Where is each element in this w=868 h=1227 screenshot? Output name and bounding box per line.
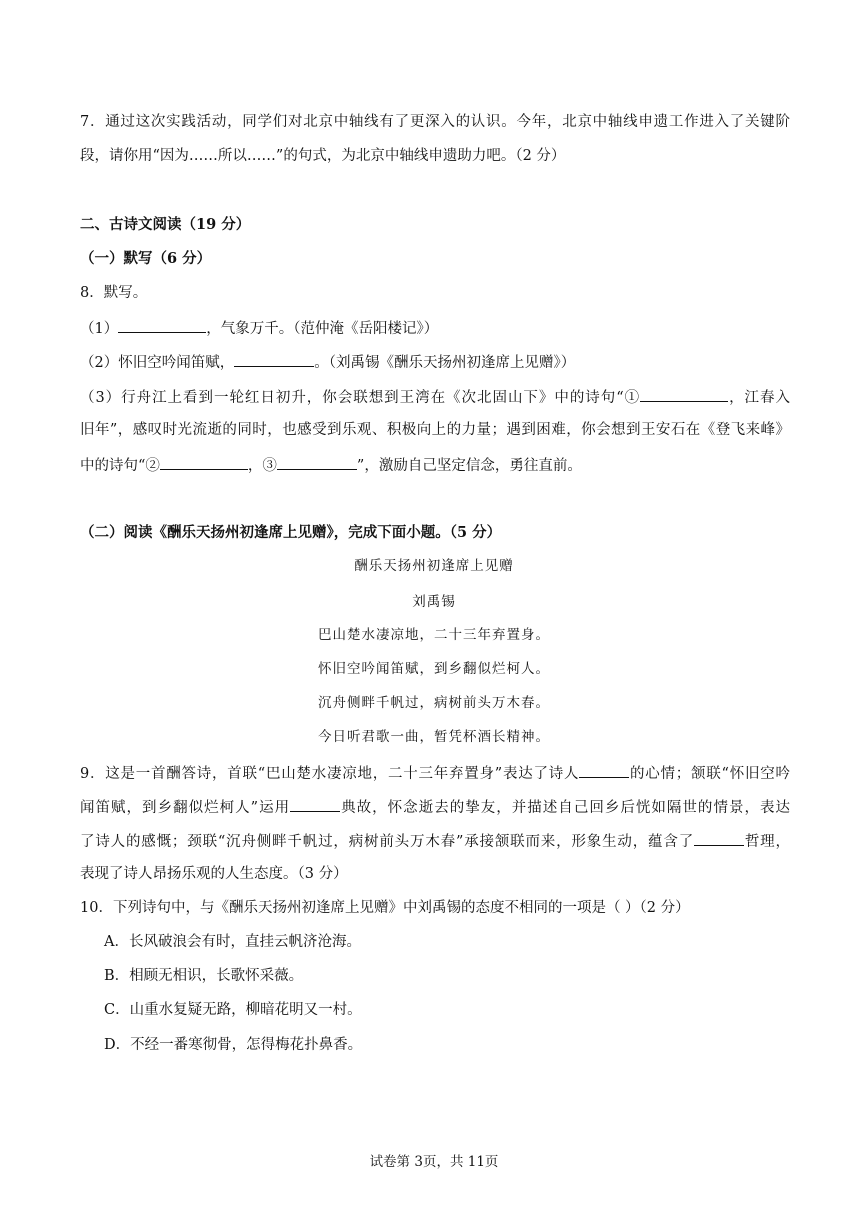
answer-blank[interactable] bbox=[290, 796, 340, 812]
q8-3-line3-c: ”，激励自己坚定信念，勇往直前。 bbox=[356, 458, 582, 474]
answer-blank[interactable] bbox=[694, 830, 744, 846]
q9-line2-a: 闻笛赋，到乡翻似烂柯人”运用 bbox=[80, 800, 291, 816]
q8-3-line1-prefix: （3）行舟江上看到一轮红日初升，你会联想到王湾在《次北固山下》中的诗句“① bbox=[80, 390, 641, 406]
q9-line3-a: 了诗人的感慨；颈联“沉舟侧畔千帆过，病树前头万木春”承接颔联而来，形象生动，蕴含了 bbox=[80, 834, 695, 850]
q10-option-d[interactable]: D．不经一番寒彻骨，怎得梅花扑鼻香。 bbox=[104, 1037, 363, 1053]
part2-title: （二）阅读《酬乐天扬州初逢席上见赠》，完成下面小题。（5 分） bbox=[80, 524, 502, 541]
q8-item-3-line-1 bbox=[80, 386, 790, 408]
poem-author: 刘禹锡 bbox=[412, 594, 456, 610]
q8-item-1 bbox=[80, 317, 438, 339]
answer-blank[interactable] bbox=[118, 317, 206, 333]
answer-blank[interactable] bbox=[579, 762, 629, 778]
q9-line2-b: 典故，怀念逝去的挚友，并描述自己回乡后恍如隔世的情景，表达 bbox=[340, 800, 790, 816]
q8-item-3-line-3 bbox=[80, 454, 582, 476]
answer-blank[interactable] bbox=[640, 386, 728, 402]
q8-1-prefix: （1） bbox=[80, 321, 119, 337]
q10-stem: 10．下列诗句中，与《酬乐天扬州初逢席上见赠》中刘禹锡的态度不相同的一项是（ ）（2 分） bbox=[80, 900, 690, 916]
poem-title: 酬乐天扬州初逢席上见赠 bbox=[354, 558, 514, 574]
q7-line-1: 7．通过这次实践活动，同学们对北京中轴线有了更深入的认识。今年，北京中轴线申遗工作进入了关键阶 bbox=[80, 114, 790, 130]
q8-3-line1-suffix: ，江春入 bbox=[728, 390, 790, 406]
page-footer: 试卷第 3页，共 11页 bbox=[369, 1154, 499, 1170]
q10-option-b[interactable]: B．相顾无相识，长歌怀采薇。 bbox=[104, 968, 304, 984]
q8-1-suffix: ，气象万千。（范仲淹《岳阳楼记》） bbox=[206, 321, 439, 337]
q9-line1-b: 的心情；颔联“怀旧空吟 bbox=[629, 766, 790, 782]
q9-line1-a: 9．这是一首酬答诗，首联“巴山楚水凄凉地，二十三年弃置身”表达了诗人 bbox=[80, 766, 580, 782]
q9-line-4: 表现了诗人昂扬乐观的人生态度。（3 分） bbox=[80, 866, 348, 882]
q9-line-2 bbox=[80, 796, 790, 818]
q8-3-line3-a: 中的诗句“② bbox=[80, 458, 160, 474]
q9-line-1 bbox=[80, 762, 790, 784]
poem-line: 巴山楚水凄凉地，二十三年弃置身。 bbox=[318, 627, 550, 643]
q10-option-c[interactable]: C．山重水复疑无路，柳暗花明又一村。 bbox=[104, 1002, 362, 1018]
poem-line: 沉舟侧畔千帆过，病树前头万木春。 bbox=[318, 695, 550, 711]
poem-line: 怀旧空吟闻笛赋，到乡翻似烂柯人。 bbox=[318, 661, 550, 677]
q7-line-2: 段，请你用“因为……所以……”的句式，为北京中轴线申遗助力吧。（2 分） bbox=[80, 148, 566, 164]
q8-2-prefix: （2）怀旧空吟闻笛赋， bbox=[80, 355, 235, 371]
q10-option-a[interactable]: A．长风破浪会有时，直挂云帆济沧海。 bbox=[104, 934, 361, 950]
answer-blank[interactable] bbox=[234, 351, 314, 367]
q8-item-2 bbox=[80, 351, 575, 373]
q8-title: 8．默写。 bbox=[80, 285, 148, 301]
poem-line: 今日听君歌一曲，暂凭杯酒长精神。 bbox=[318, 729, 550, 745]
section-title: 二、古诗文阅读（19 分） bbox=[80, 216, 251, 233]
q8-2-suffix: 。（刘禹锡《酬乐天扬州初逢席上见赠》） bbox=[314, 355, 576, 371]
answer-blank[interactable] bbox=[277, 454, 357, 470]
q9-line3-b: 哲理， bbox=[744, 834, 790, 850]
q9-line-3 bbox=[80, 830, 790, 852]
part1-title: （一）默写（6 分） bbox=[80, 250, 212, 267]
answer-blank[interactable] bbox=[160, 454, 248, 470]
q8-item-3-line-2: 旧年”，感叹时光流逝的同时，也感受到乐观、积极向上的力量；遇到困难，你会想到王安石在《登飞来峰》 bbox=[80, 422, 790, 438]
q8-3-line3-b: ，③ bbox=[247, 458, 277, 474]
